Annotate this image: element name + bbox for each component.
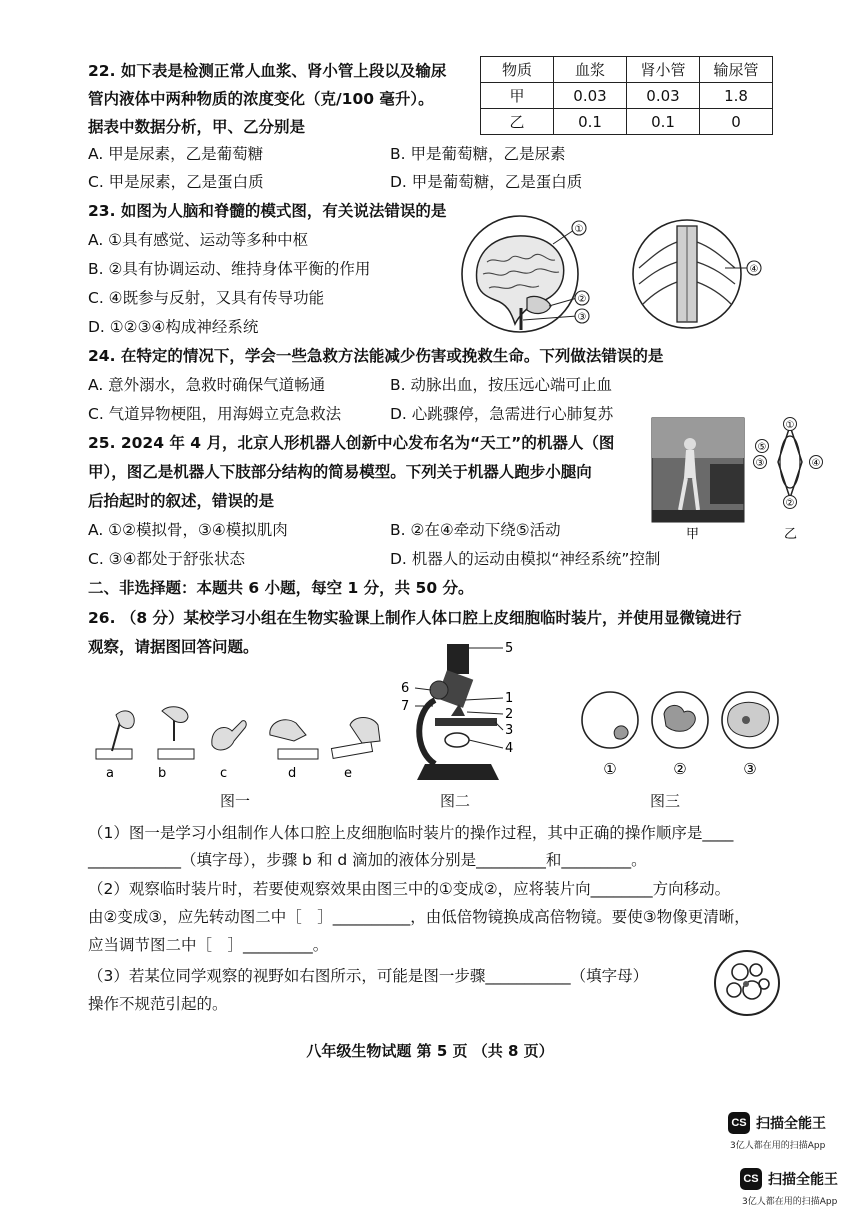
view-label-3: ③ bbox=[743, 760, 757, 778]
q24-option-a: A. 意外溺水，急救时确保气道畅通 bbox=[88, 376, 326, 394]
brain-label-3: ③ bbox=[577, 312, 587, 323]
q26-part2-line2: 由②变成③，应先转动图二中［ ］__________，由低倍物镜换成高倍物镜。要使③物像更清晰， bbox=[88, 908, 750, 926]
microscope-label-4: 4 bbox=[505, 741, 514, 756]
scanner-watermark-logo bbox=[728, 1112, 826, 1134]
step-label-e: e bbox=[344, 766, 352, 780]
q26-part3-line2: 操作不规范引起的。 bbox=[88, 995, 228, 1013]
table-row bbox=[481, 109, 773, 135]
table-header: 输尿管 bbox=[700, 57, 773, 83]
q22-data-table bbox=[480, 56, 773, 135]
step-label-a: a bbox=[106, 766, 114, 780]
section-2-heading: 二、非选择题：本题共 6 小题，每空 1 分，共 50 分。 bbox=[88, 579, 474, 597]
q23-stem: 23. 如图为人脑和脊髓的模式图，有关说法错误的是 bbox=[88, 202, 447, 220]
step-b-illustration bbox=[158, 707, 194, 759]
q23-option-d: D. ①②③④构成神经系统 bbox=[88, 318, 259, 336]
robot-label-2: ② bbox=[785, 498, 795, 509]
step-c-illustration bbox=[212, 721, 246, 750]
scanner-tagline: 3亿人都在用的扫描App bbox=[730, 1141, 826, 1151]
q24-stem: 24. 在特定的情况下，学会一些急救方法能减少伤害或挽救生命。下列做法错误的是 bbox=[88, 347, 664, 365]
step-a-illustration bbox=[96, 711, 134, 759]
q25-option-c: C. ③④都处于舒张状态 bbox=[88, 550, 245, 568]
table-cell: 甲 bbox=[481, 83, 554, 109]
q25-line2: 甲），图乙是机器人下肢部分结构的简易模型。下列关于机器人跑步小腿向 bbox=[88, 463, 592, 481]
q22-option-d: D. 甲是葡萄糖，乙是蛋白质 bbox=[390, 173, 583, 191]
scanner-app-name: 扫描全能王 bbox=[768, 1172, 838, 1188]
table-row bbox=[481, 83, 773, 109]
q22-option-b: B. 甲是葡萄糖，乙是尿素 bbox=[390, 145, 566, 163]
brain-label-1: ① bbox=[574, 224, 584, 235]
figure-yi-label: 乙 bbox=[784, 527, 798, 542]
scanner-logo-icon: CS bbox=[728, 1112, 750, 1134]
microscope-label-5: 5 bbox=[505, 641, 514, 656]
step-label-d: d bbox=[288, 766, 297, 780]
page-footer: 八年级生物试题 第 5 页 （共 8 页） bbox=[306, 1042, 554, 1060]
microscope-label-7: 7 bbox=[401, 699, 410, 714]
microscope-label-2: 2 bbox=[505, 707, 514, 722]
q26-part1-line2: ____________（填字母），步骤 b 和 d 滴加的液体分别是_________和_________。 bbox=[88, 851, 647, 869]
table-cell: 0.1 bbox=[554, 109, 627, 135]
q23-option-a: A. ①具有感觉、运动等多种中枢 bbox=[88, 231, 309, 249]
q23-option-c: C. ④既参与反射，又具有传导功能 bbox=[88, 289, 325, 307]
microscope-label-3: 3 bbox=[505, 723, 514, 738]
robot-label-5: ⑤ bbox=[757, 442, 767, 453]
q24-option-c: C. 气道异物梗阻，用海姆立克急救法 bbox=[88, 405, 342, 423]
field-of-view-bubbles-figure bbox=[712, 948, 782, 1018]
figure-2-caption: 图二 bbox=[440, 792, 471, 810]
table-cell: 乙 bbox=[481, 109, 554, 135]
q25-line1: 25. 2024 年 4 月，北京人形机器人创新中心发布名为“天工”的机器人（图 bbox=[88, 434, 615, 452]
table-cell: 0 bbox=[700, 109, 773, 135]
step-d-illustration bbox=[270, 720, 318, 759]
figure-3-caption: 图三 bbox=[650, 792, 681, 810]
q26-line1: 26. （8 分）某校学习小组在生物实验课上制作人体口腔上皮细胞临时装片，并使用显微镜进行 bbox=[88, 609, 742, 627]
q25-option-d: D. 机器人的运动由模拟“神经系统”控制 bbox=[390, 550, 661, 568]
q26-part2-line3: 应当调节图二中［ ］_________。 bbox=[88, 936, 329, 954]
q26-part3-line1: （3）若某位同学观察的视野如右图所示，可能是图一步骤___________（填字母） bbox=[88, 967, 649, 985]
figure-3-fields-of-view bbox=[580, 690, 780, 780]
q23-option-b: B. ②具有协调运动、维持身体平衡的作用 bbox=[88, 260, 371, 278]
brain-spinal-cord-figure bbox=[455, 212, 800, 337]
microscope-label-6: 6 bbox=[401, 681, 410, 696]
figure-jia-label: 甲 bbox=[686, 527, 700, 542]
scanner-logo-icon: CS bbox=[740, 1168, 762, 1190]
spinal-label-4: ④ bbox=[749, 264, 759, 275]
q24-option-d: D. 心跳骤停，急需进行心肺复苏 bbox=[390, 405, 614, 423]
microscope-label-1: 1 bbox=[505, 691, 514, 706]
step-label-b: b bbox=[158, 766, 167, 780]
table-header: 血浆 bbox=[554, 57, 627, 83]
robot-label-4: ④ bbox=[811, 458, 821, 469]
q24-option-b: B. 动脉出血，按压远心端可止血 bbox=[390, 376, 612, 394]
table-cell: 0.1 bbox=[627, 109, 700, 135]
table-header-row bbox=[481, 57, 773, 83]
q26-part2-line1: （2）观察临时装片时，若要使观察效果由图三中的①变成②，应将装片向________方向移动。 bbox=[88, 880, 731, 898]
view-label-2: ② bbox=[673, 760, 687, 778]
q25-option-a: A. ①②模拟骨，③④模拟肌肉 bbox=[88, 521, 288, 539]
q26-part1-line1: （1）图一是学习小组制作人体口腔上皮细胞临时装片的操作过程，其中正确的操作顺序是____ bbox=[88, 824, 734, 842]
step-e-illustration bbox=[331, 718, 380, 759]
figure-1-steps bbox=[92, 705, 392, 780]
q22-line2: 管内液体中两种物质的浓度变化（克/100 毫升）。 bbox=[88, 90, 434, 108]
view-label-1: ① bbox=[603, 760, 617, 778]
q22-line1: 22. 如下表是检测正常人血浆、肾小管上段以及输尿 bbox=[88, 62, 447, 80]
q26-line2: 观察，请据图回答问题。 bbox=[88, 638, 259, 656]
q22-line3: 据表中数据分析，甲、乙分别是 bbox=[88, 118, 306, 136]
q25-line3: 后抬起时的叙述，错误的是 bbox=[88, 492, 275, 510]
table-header: 肾小管 bbox=[627, 57, 700, 83]
robot-figure bbox=[650, 414, 825, 544]
step-label-c: c bbox=[220, 766, 228, 780]
scanner-watermark-logo-2 bbox=[740, 1168, 838, 1190]
robot-label-3: ③ bbox=[755, 458, 765, 469]
figure-1-caption: 图一 bbox=[220, 792, 251, 810]
q22-option-c: C. 甲是尿素，乙是蛋白质 bbox=[88, 173, 264, 191]
figure-2-microscope bbox=[395, 640, 525, 790]
table-header: 物质 bbox=[481, 57, 554, 83]
q22-option-a: A. 甲是尿素，乙是葡萄糖 bbox=[88, 145, 264, 163]
q25-option-b: B. ②在④牵动下绕⑤活动 bbox=[390, 521, 561, 539]
scanner-app-name: 扫描全能王 bbox=[756, 1116, 826, 1132]
robot-label-1: ① bbox=[785, 420, 795, 431]
table-cell: 0.03 bbox=[627, 83, 700, 109]
table-cell: 0.03 bbox=[554, 83, 627, 109]
scanner-tagline: 3亿人都在用的扫描App bbox=[742, 1197, 838, 1207]
brain-label-2: ② bbox=[577, 294, 587, 305]
table-cell: 1.8 bbox=[700, 83, 773, 109]
